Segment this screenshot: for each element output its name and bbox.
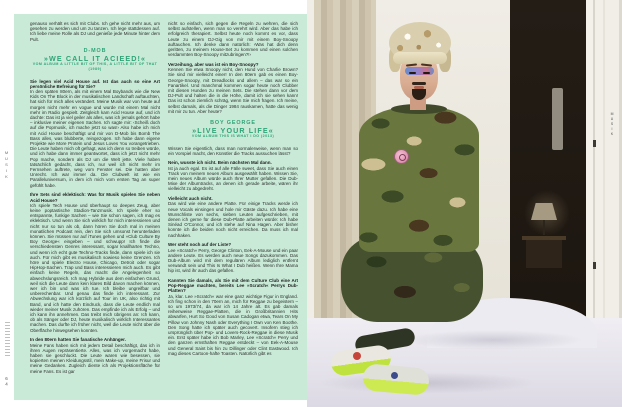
pink-badge-mark [399, 154, 406, 161]
interview-paragraph: nicht so einfach, sich gegen die Regeln zu wehren, die sich selbst aufstellen, wenn man so verehrt wird. Aber das habe ich erfolgreich therapiert. Selbst heute noch kommt es vor, dass Leute zu einem DJ-Gig von mir mit einem Boy-Snoopy auftauchen. Ich denke dann natürlich: ‹Was hat dich denn geritten, zu meinem House-Set zu kommen und einen solchen verdammten Boy-Snoopy mitzubringen?!› [168, 21, 298, 58]
interview-paragraph: Lee »Scratch« Perry, George Clinton, Eek-A-Mouse und ein paar andere Leute. Es werden auch neue Songs dazukommen. Das Dub-Album wird mit dem regulären Album lediglich entfernt verwandt sein und This Is What I Dub heißen. Wenn Ihre Mama hip ist, wird ihr auch das gefallen. [168, 247, 298, 274]
door-hinge [593, 140, 596, 147]
section-album: VOM ALBUM THIS IS WHAT I DO (2013) [191, 134, 275, 139]
blue-eye-makeup [405, 67, 434, 75]
article-column-left [30, 21, 160, 394]
interview-question: Wer steht noch auf der Liste? [168, 242, 232, 248]
door-hinge [593, 262, 596, 269]
sneaker-accent [391, 372, 398, 379]
boy-george-photo [307, 0, 622, 407]
page-number: 64 [4, 376, 9, 387]
mustache [412, 82, 426, 85]
interview-question: Verzeihung, aber was ist ein Boy-Snoopy? [168, 61, 259, 67]
interview-question: In den 80ern hatten Sie fanatische Anhänger. [30, 337, 126, 343]
margin-fine-print [5, 322, 10, 356]
interview-question: Vielleicht auch nicht. [168, 196, 213, 202]
eye [423, 72, 430, 74]
interview-paragraph: Wissen Sie eigentlich, dass man normalerweise, wenn man so ein Vorspiel macht, den Künstler die Tracks aussuchen lässt? [168, 145, 298, 156]
interview-question: Ihre Sets sind eklektisch: Was für Musik spielen Sie neben Acid House? [30, 192, 160, 203]
section-artist: BOY GEORGE [210, 119, 256, 126]
section-title: »LIVE YOUR LIFE« [192, 125, 274, 135]
interview-question: Kannten Sie damals, als Sie mit dem Culture Club eine Art Pop-Reggae machten, bereits Lee »Scratch« Perrys Dub-Platten? [168, 278, 298, 294]
track-section-header [30, 49, 160, 73]
interview-paragraph: genauso verhält es sich mit Clubs. Ich gehe nicht mehr aus, um gesehen zu werden und um zu tanzen. Ich lege stattdessen auf. Ich liebe meine Rolle als DJ und genieße jede Minute hinter dem Pult. [30, 21, 160, 42]
interview-paragraph: Kennen Sie etwa Snoopy nicht, den Hund von Charlie Brown? Sie sind mir vielleicht einer! In den 80ern gab es einen Boy-George-Snoopy, mit Dreadlocks und allem – das war so ein Fanartikel. Und manchmal kommen sogar heute noch Clubber mit diesen Hunden zu meinen Sets. Die stehen dann vor dem DJ-Pult und halten die in die Höhe, damit ich sie sehen kann! Das ist schon ziemlich schräg, wenn Sie mich fragen. Ich meine, selbst damals, als die Dinger 1984 rauskamen, hatte das wenig mit mir zu tun. Aber heute? [168, 67, 298, 114]
interview-question: Nein, wusste ich nicht. Beim nächsten Mal dann. [168, 160, 272, 166]
photo-margin-vertical-label: MUSIK [610, 112, 614, 137]
interview-paragraph: Ja, klar. Lee »Scratch« war eine ganz wichtige Figur in England. Ich fing schon in den 70ern an, mich für Reggae zu begeistern – so um 1973/74, da war ich 14 Jahre alt. Es gab damals reihenweise Reggae-Platten, die in Großbritannien Hits abwarfen, Hurt So Good von Susan Cadogan etwa, Tears On My Pillow von Johnny Nash oder Everything I Own von Ken Boothe. Den Song hatte ich später auch gecovert. Insofern stieg ich ursprünglich über Pop- und Lovers-Rock-Reggae in diese Musik ein. Erst später habe ich Bob Marley, Lee »Scratch« Perry und den ganzen ernsthaften Reggae entdeckt – von Eek-A-Mouse und General Saint bis hin zu Dillinger oder Clint Eastwood. Ich mag dieses Cartoon-hafte Toasten. Natürlich gibt es [168, 293, 298, 356]
lamp-stem [543, 220, 545, 235]
camo-jacket [359, 106, 479, 252]
sneaker-accent [353, 352, 361, 360]
section-album: VOM ALBUM A LITTLE BIT OF THIS, A LITTLE BIT OF THAT (1989) [32, 62, 158, 72]
interview-paragraph: Das wird wie eine andere Platte. Für einige Tracks werde ich neue Vocals einsingen und hole mir Gäste dazu. Ich habe eine Wunschliste von sechs, sieben Leuten aufgeschrieben, mit denen ich gerne für diese Dub-Platte arbeiten würde: Ich habe Sinéad O'Connor, und ich stehe auf Nina Hagen. Aber bisher konnte ich die beiden noch nicht erreichen. Da muss ich mal nachhaken. [168, 201, 298, 238]
section-label-vertical: MUSIK [4, 150, 9, 180]
duvet-wrinkle [403, 330, 583, 350]
background-highlight [552, 88, 563, 150]
article-column-right [168, 21, 298, 394]
interview-question: Sie legen viel Acid House auf. Ist das auch so eine Art persönliche Befreiung für Sie? [30, 78, 160, 89]
hat-brim [393, 52, 447, 64]
interview-paragraph: Ich spiele Tech House und überhaupt so deepes Zeug, aber keine poptastische Stadion-Tanzmusik. Ich spiele eher so entspannte, funkige Sachen – wie Sie schon sagen, ich mag es eklektisch. Und wenn Sie sich wirklich für mich interessieren und nicht nur so tun als ob, dann hören Sie doch mal in meinen monatlichen Podcast rein, den Sie sich umsonst herunterladen können. Sie müssen nur auf iTunes gehen und »Club Culture By Boy George« eingeben – und schwupp! Ich finde die verschiedensten Genres interessant, sogar knallharten Techno, und wenn ich echt gute Techno-Tracks finde, dann spiele ich sie auch. Für mich gibt es musikalisch sowieso keine Grenzen. Ich höre und spiele Electro House, Chicago, Detroit oder sogar HipHop-Sachen. Trap und Bass interessieren mich auch. Es gibt einfach keine Regeln, das macht die Angelegenheit so abwechslungsreich. Ich mag Hybride aus dem einfachen Grund, weil sich die Leute dann kein klares Bild davon machen können, wer ich bin und was ich tue. Ich bleibe ungreifbar und unberechenbar. Und genau das finde ich interessant. Zur Abwechslung war ich kürzlich auf Tour im UK, also richtig mit Band, und ich hatte den Eindruck, dass die Leute endlich mal wieder meiner Musik zuhören. Das empfinde ich als Erfolg – und ich kann ihn annehmen. Das treibt mich übrigens an: Ich kann, ob als Sänger oder DJ, heute musikalisch wirklich Interessantes machen. Das durfte ich früher nicht, weil die Leute nicht über die Oberfläche hinwegsehen konnten. [30, 202, 160, 333]
section-title: »WE CALL IT ACIEED!« [43, 53, 147, 63]
eye [409, 72, 416, 74]
article-panel [14, 14, 307, 400]
track-section-header [168, 121, 298, 140]
interview-paragraph: In den späten 80ern, als mit einem Mal Boybands wie die New Kids On The Block in der musikalischen Landschaft auftauchten, hat sich für mich alles verändert. Meine Musik war von heute auf morgen nicht mehr en vogue und wurde mit einem Mal nicht mehr im Radio gespielt. Zeitgleich kam Acid House auf, und ich dachte: Das ist ja viel geiler als alles, was ich jemals gehört habe – inklusive meiner eigenen Sachen. Ich sagte mir: ‹Scheiß doch auf die Popmusik, ich mache jetzt so was!› Also habe ich mich mit Acid House beschäftigt und mir von D-Mob bis Bomb The Bass alles, was blubberte, reingezogen. Ich habe dann eigene Projekte wie More Protein und Jesus Loves You vorangetrieben. Die Leute haben mich oft gefragt, was ich denn so treiben würde, und ich habe dann immer geantwortet, dass ich jetzt nicht mehr Pop mache, sondern als DJ um die Welt jette. Viele haben tatsächlich gedacht, dass ich, nur weil ich nicht mehr im Fernsehen auftrete, weg vom Fenster sei. Die hatten aber Unrecht. Ich war immer da. Die Clubwelt ist wie ein Paralleluniversum, in dem ich mich vom ersten Tag an super gefühlt habe. [30, 89, 160, 188]
side-table-body [526, 240, 562, 268]
interview-paragraph: Meine Fans haben sich mit jedem Detail beschäftigt, das ich in ihren Augen repräsentierte. Alles, was ich vorgemacht habe, haben sie geschluckt. Die Leute waren wie besessen, sie kopierten meinen Kleidungsstil, mein Make-up, meine Frisur und meine Gedanken. Zugleich diente ich als Projektionsfläche für meine Fans. Es ist gar [30, 342, 160, 374]
dark-doorway [510, 0, 586, 345]
section-artist: D-MOB [83, 47, 107, 54]
interview-paragraph: Ist ja auch egal. Es ist auf alle Fälle sweet, dass Sie auch einen Track von meinem neuen Album ausgewählt haben. Wissen Sie, mein neues Album würde auch Ihrer Mutter gefallen. Die Dub-Mixe der Albumtracks, an denen ich gerade arbeite, wären ihr vielleicht zu abgedreht. [168, 165, 298, 192]
